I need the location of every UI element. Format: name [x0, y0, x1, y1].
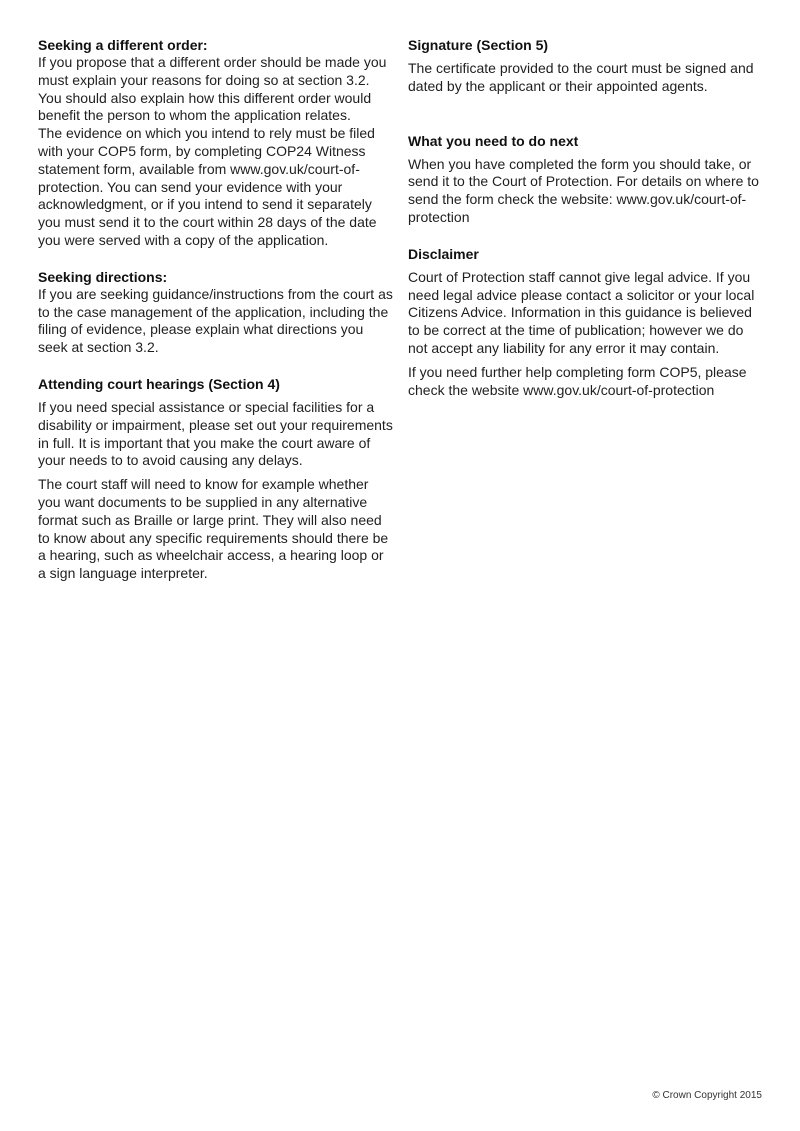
heading-seeking-directions: Seeking directions: [38, 268, 168, 285]
copyright-notice: © Crown Copyright 2015 [652, 1090, 762, 1101]
section-seeking-directions [38, 268, 394, 357]
paragraph-disclaimer-advice: Court of Protection staff cannot give legal advice. If you need legal advice please contact a solicitor or your local Citizens Advice. Information in this guidance is believed to be correct at the time of publication; however we do not accept any liability for any error it may contain. [408, 268, 755, 356]
heading-attending-hearings: Attending court hearings (Section 4) [38, 375, 280, 392]
section-disclaimer [408, 245, 766, 400]
left-column [38, 36, 394, 583]
paragraph-different-order-reasons: If you propose that a different order should be made you must explain your reasons for doing so at section 3.2. You should also explain how this different order would benefit the person to whom the application relates. [38, 54, 387, 124]
paragraph-different-order-evidence: The evidence on which you intend to rely must be filed with your COP5 form, by completing COP24 Witness statement form, available from www.gov.uk/court-of-protection. You can send your evidence with your acknowledgment, or if you intend to send it separately you must send it to the court within 28 days of the date you were served with a copy of the application. [38, 125, 377, 248]
section-signature [408, 36, 766, 96]
heading-disclaimer: Disclaimer [408, 245, 479, 262]
paragraph-disclaimer-help: If you need further help completing form COP5, please check the website www.gov.uk/court-of-protection [408, 363, 747, 398]
right-column [408, 36, 766, 399]
paragraph-hearings-requirements: The court staff will need to know for example whether you want documents to be supplied in any alternative format such as Braille or large print. They will also need to know about any specific requirements should there be a hearing, such as wheelchair access, a hearing loop or a sign language interpreter. [38, 476, 389, 582]
section-what-next [408, 132, 766, 227]
paragraph-what-next: When you have completed the form you should take, or send it to the Court of Protection. For details on where to send the form check the website: www.gov.uk/court-of-protection [408, 155, 759, 225]
paragraph-hearings-assistance: If you need special assistance or special facilities for a disability or impairment, please set out your requirements in full. It is important that you make the court aware of your needs to to avoid causing any delays. [38, 398, 393, 469]
section-different-order [38, 36, 394, 250]
paragraph-signature: The certificate provided to the court must be signed and dated by the applicant or their appointed agents. [408, 60, 754, 94]
section-attending-hearings [38, 375, 394, 583]
heading-different-order: Seeking a different order: [38, 37, 208, 53]
heading-what-next: What you need to do next [408, 132, 579, 149]
paragraph-seeking-directions: If you are seeking guidance/instructions from the court as to the case management of the application, including the filing of evidence, please explain what directions you seek at section 3.2. [38, 285, 393, 356]
heading-signature: Signature (Section 5) [408, 37, 549, 53]
